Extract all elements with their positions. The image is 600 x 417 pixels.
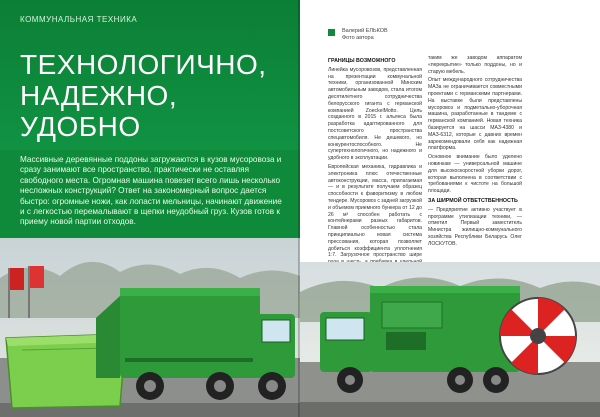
sweeper-truck-photo	[300, 262, 600, 417]
paragraph: Опыт международного сотрудничества МАЗа не ограничивается совместными проектами с германскими партнерами. На выставке были представлены мусоровоз и подметально-уборочная машина, разработанные в тандеме с германской компанией. Новая техника базируется на шасси МАЗ-4380 и МАЗ-6312, которые с давних времен зарекомендовали себя как надежная платформа.	[428, 77, 522, 152]
garbage-truck-photo	[0, 238, 300, 417]
author-name: Валерий ЕЛЬКОВ	[342, 28, 388, 34]
column-subheading: ЗА ШИРМОЙ ОТВЕТСТВЕННОСТЬ	[428, 197, 518, 204]
title-line-2: НАДЕЖНО,	[20, 80, 178, 111]
quote-paragraph: — Предприятие активно участвует в программе утилизации техники, — отметил Первый заместитель Министра жилищно-коммунального хозяйства Республики Беларусь Олег ЛОСКУТОВ.	[428, 206, 522, 247]
byline	[342, 28, 388, 42]
byline-marker	[328, 29, 335, 36]
article-title	[20, 49, 280, 142]
paragraph: таким же заводом аппаратом «перекрытие» только поддоны, но и старую мебель.	[428, 55, 522, 75]
title-line-3: УДОБНО	[20, 111, 141, 142]
column-heading: ГРАНИЦЫ ВОЗМОЖНОГО	[328, 58, 396, 64]
photo-credit: Фото автора	[342, 35, 374, 41]
text-column-1	[328, 55, 422, 282]
section-label: КОММУНАЛЬНАЯ ТЕХНИКА	[20, 15, 138, 24]
title-line-1: ТЕХНОЛОГИЧНО,	[20, 49, 267, 80]
lead-paragraph	[20, 155, 282, 228]
paragraph: Европейская механика, гидравлика и электроника плюс отечественные автоконструкции, масса, прилагаемая — и в результате получаем образец способности к фаворитизму в любом тендере. Мусоровоз с задней загрузкой и объемом приемного бункера от 12 до 26 м³ способен работать с контейнерами разных габаритов. Главной особенностью стала принципиально новая система прессования, которая позволяет добиться коэффициента уплотнения 1:7. Загрузочное пространство шире	[328, 163, 422, 259]
paragraph: Основное внимание было уделено новинкам — универсальной машине для высокоскоростной уборки дорог, которая выполнена в соответствии с требованиями к чистоте на большой площади.	[428, 154, 522, 195]
garbage-truck-illustration	[0, 238, 300, 417]
lead-text: Массивные деревянные поддоны загружаются в кузов мусоровоза и сразу занимают все пространство, практически не оставляя свободного места. Огромная машина повезет всего лишь несколько несложных конструкций? Ответ на закономерный вопрос дается быстро: огромные ножи, как лопасти мельницы, начинают движение и с легкостью перемалывают в щепки неудобный груз. Кузов готов к приему новой партии отходов.	[20, 155, 282, 227]
text-column-2	[428, 55, 522, 250]
right-page	[300, 0, 600, 417]
paragraph: Линейка мусоровозов, представленная на презентации коммунальной техники, организованной Минским автомобильным заводом, стала итогом десятилетнего сотрудничества белорусского гиганта с германской компанией ZoeckelMotto. Цель созданного в 2015 г. альянса была разработка адаптированного для постсоветского пространства спецавтомобиля. Не дешевого, но конкурентоспособного. Не супертехнологичного, но надежного и удобного в эксплуатации.	[328, 66, 422, 162]
sweeper-truck-illustration	[300, 262, 600, 417]
